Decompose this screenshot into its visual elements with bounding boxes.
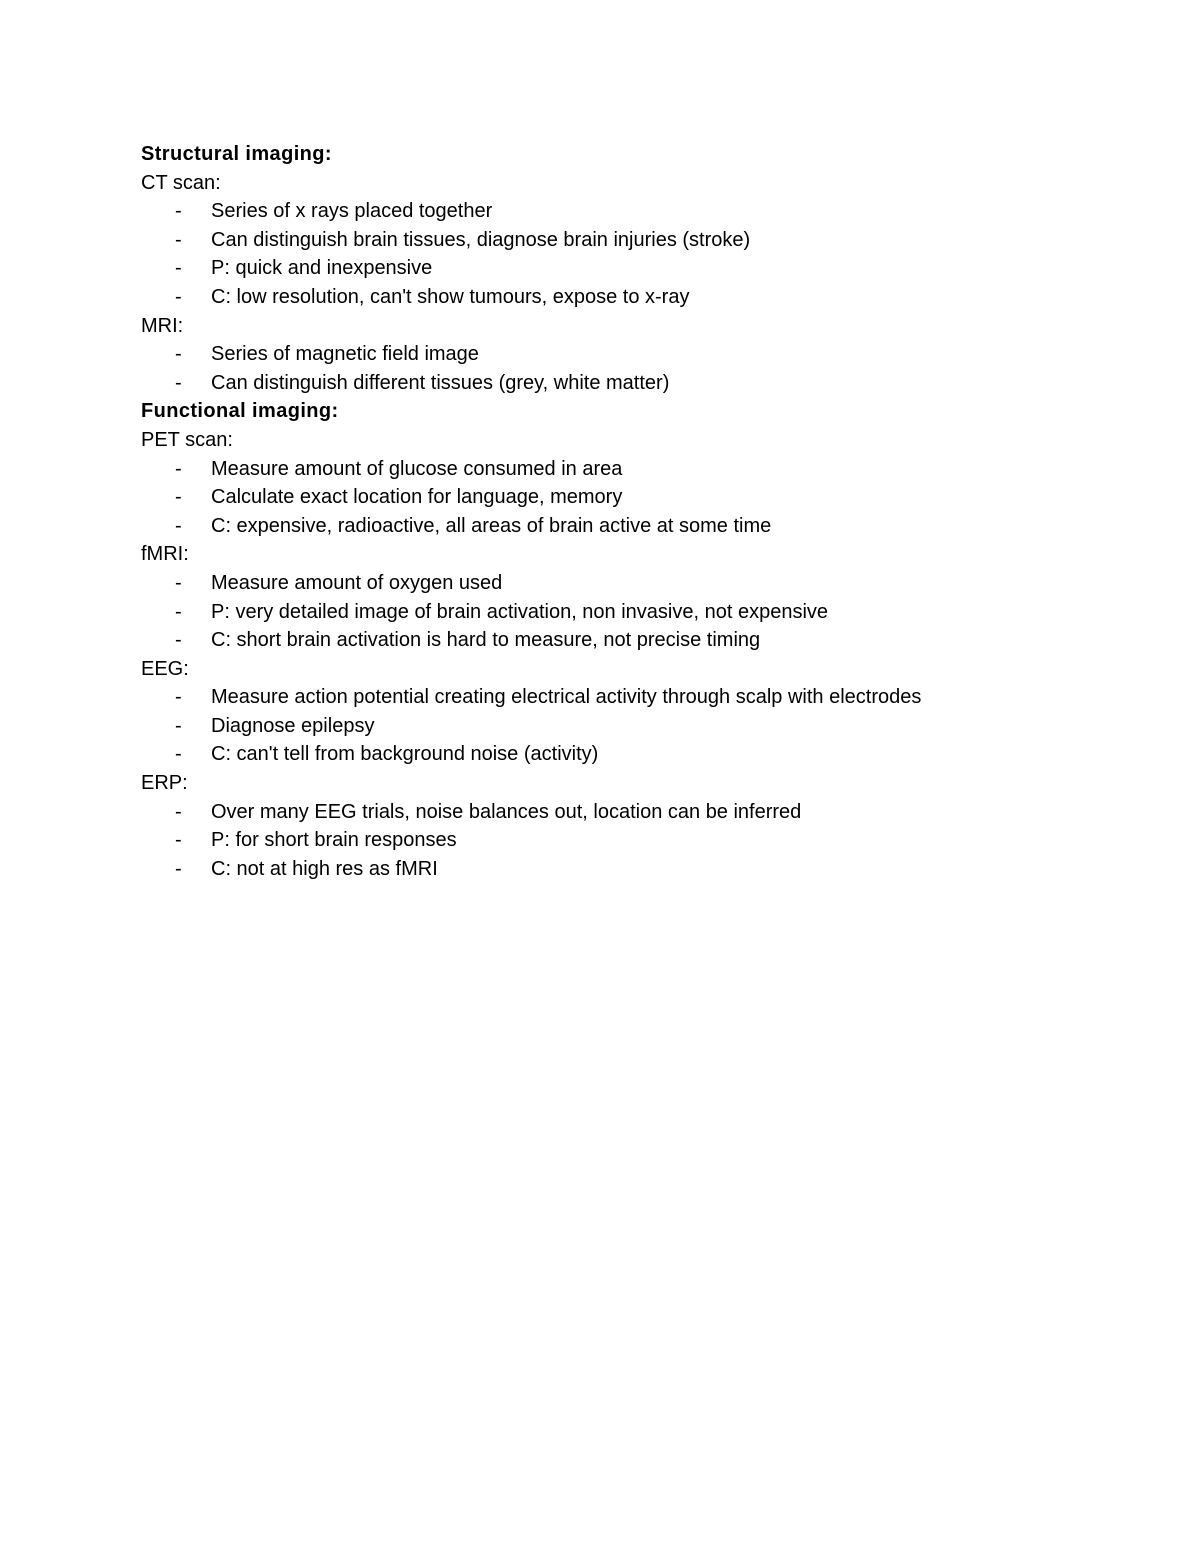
- list-item-text: P: very detailed image of brain activation, non invasive, not expensive: [211, 600, 829, 623]
- list-item: [141, 455, 1141, 484]
- group-label: EEG:: [141, 657, 189, 680]
- list-item: [141, 740, 1141, 769]
- list-item-text: Can distinguish different tissues (grey, white matter): [211, 371, 670, 394]
- section-heading: Structural imaging:: [141, 143, 332, 165]
- bullet-dash: -: [175, 285, 182, 308]
- list-item-text: P: for short brain responses: [211, 829, 457, 852]
- list-item: [141, 283, 1141, 312]
- list-item-text: Series of x rays placed together: [211, 200, 493, 223]
- bullet-dash: -: [175, 200, 182, 223]
- list-item: [141, 569, 1141, 598]
- list-item-text: C: short brain activation is hard to measure, not precise timing: [211, 629, 761, 652]
- list-item: [141, 626, 1141, 655]
- bullet-dash: -: [175, 486, 182, 509]
- list-item: [141, 512, 1141, 541]
- list-item-text: C: can't tell from background noise (activity): [211, 743, 599, 766]
- bullet-dash: -: [175, 829, 182, 852]
- list-item: [141, 483, 1141, 512]
- bullet-dash: -: [175, 600, 182, 623]
- section-heading: Functional imaging:: [141, 400, 339, 423]
- list-item: [141, 197, 1141, 226]
- list-item-text: Measure amount of oxygen used: [211, 571, 503, 594]
- bullet-dash: -: [175, 857, 182, 880]
- bullet-dash: -: [175, 343, 182, 366]
- list-item-text: Calculate exact location for language, memory: [211, 486, 623, 509]
- bullet-dash: -: [175, 228, 182, 251]
- bullet-dash: -: [175, 257, 182, 280]
- list-item-text: C: not at high res as fMRI: [211, 857, 438, 880]
- group-label: CT scan:: [141, 171, 221, 194]
- list-item-text: Measure amount of glucose consumed in area: [211, 457, 623, 480]
- list-item-text: Measure action potential creating electrical activity through scalp with electrodes: [211, 686, 922, 709]
- bullet-dash: -: [175, 514, 182, 537]
- list-item: [141, 340, 1141, 369]
- bullet-dash: -: [175, 371, 182, 394]
- bullet-dash: -: [175, 571, 182, 594]
- list-item: [141, 254, 1141, 283]
- bullet-dash: -: [175, 714, 182, 737]
- list-item-text: P: quick and inexpensive: [211, 257, 433, 280]
- list-item: [141, 226, 1141, 255]
- bullet-dash: -: [175, 457, 182, 480]
- list-item: [141, 798, 1141, 827]
- list-item: [141, 826, 1141, 855]
- bullet-dash: -: [175, 686, 182, 709]
- bullet-dash: -: [175, 743, 182, 766]
- list-item: [141, 369, 1141, 398]
- group-label: fMRI:: [141, 543, 189, 566]
- list-item: [141, 712, 1141, 741]
- bullet-dash: -: [175, 629, 182, 652]
- group-label: ERP:: [141, 772, 188, 795]
- list-item-text: C: low resolution, can't show tumours, expose to x-ray: [211, 285, 690, 308]
- list-item-text: Can distinguish brain tissues, diagnose brain injuries (stroke): [211, 228, 751, 251]
- list-item-text: Over many EEG trials, noise balances out, location can be inferred: [211, 800, 802, 823]
- list-item: [141, 683, 1141, 712]
- group-label: PET scan:: [141, 428, 233, 451]
- list-item: [141, 855, 1141, 884]
- list-item-text: C: expensive, radioactive, all areas of brain active at some time: [211, 514, 772, 537]
- list-item-text: Series of magnetic field image: [211, 343, 479, 366]
- bullet-dash: -: [175, 800, 182, 823]
- list-item: [141, 598, 1141, 627]
- group-label: MRI:: [141, 314, 184, 337]
- list-item-text: Diagnose epilepsy: [211, 714, 375, 737]
- document-body: [141, 140, 1141, 883]
